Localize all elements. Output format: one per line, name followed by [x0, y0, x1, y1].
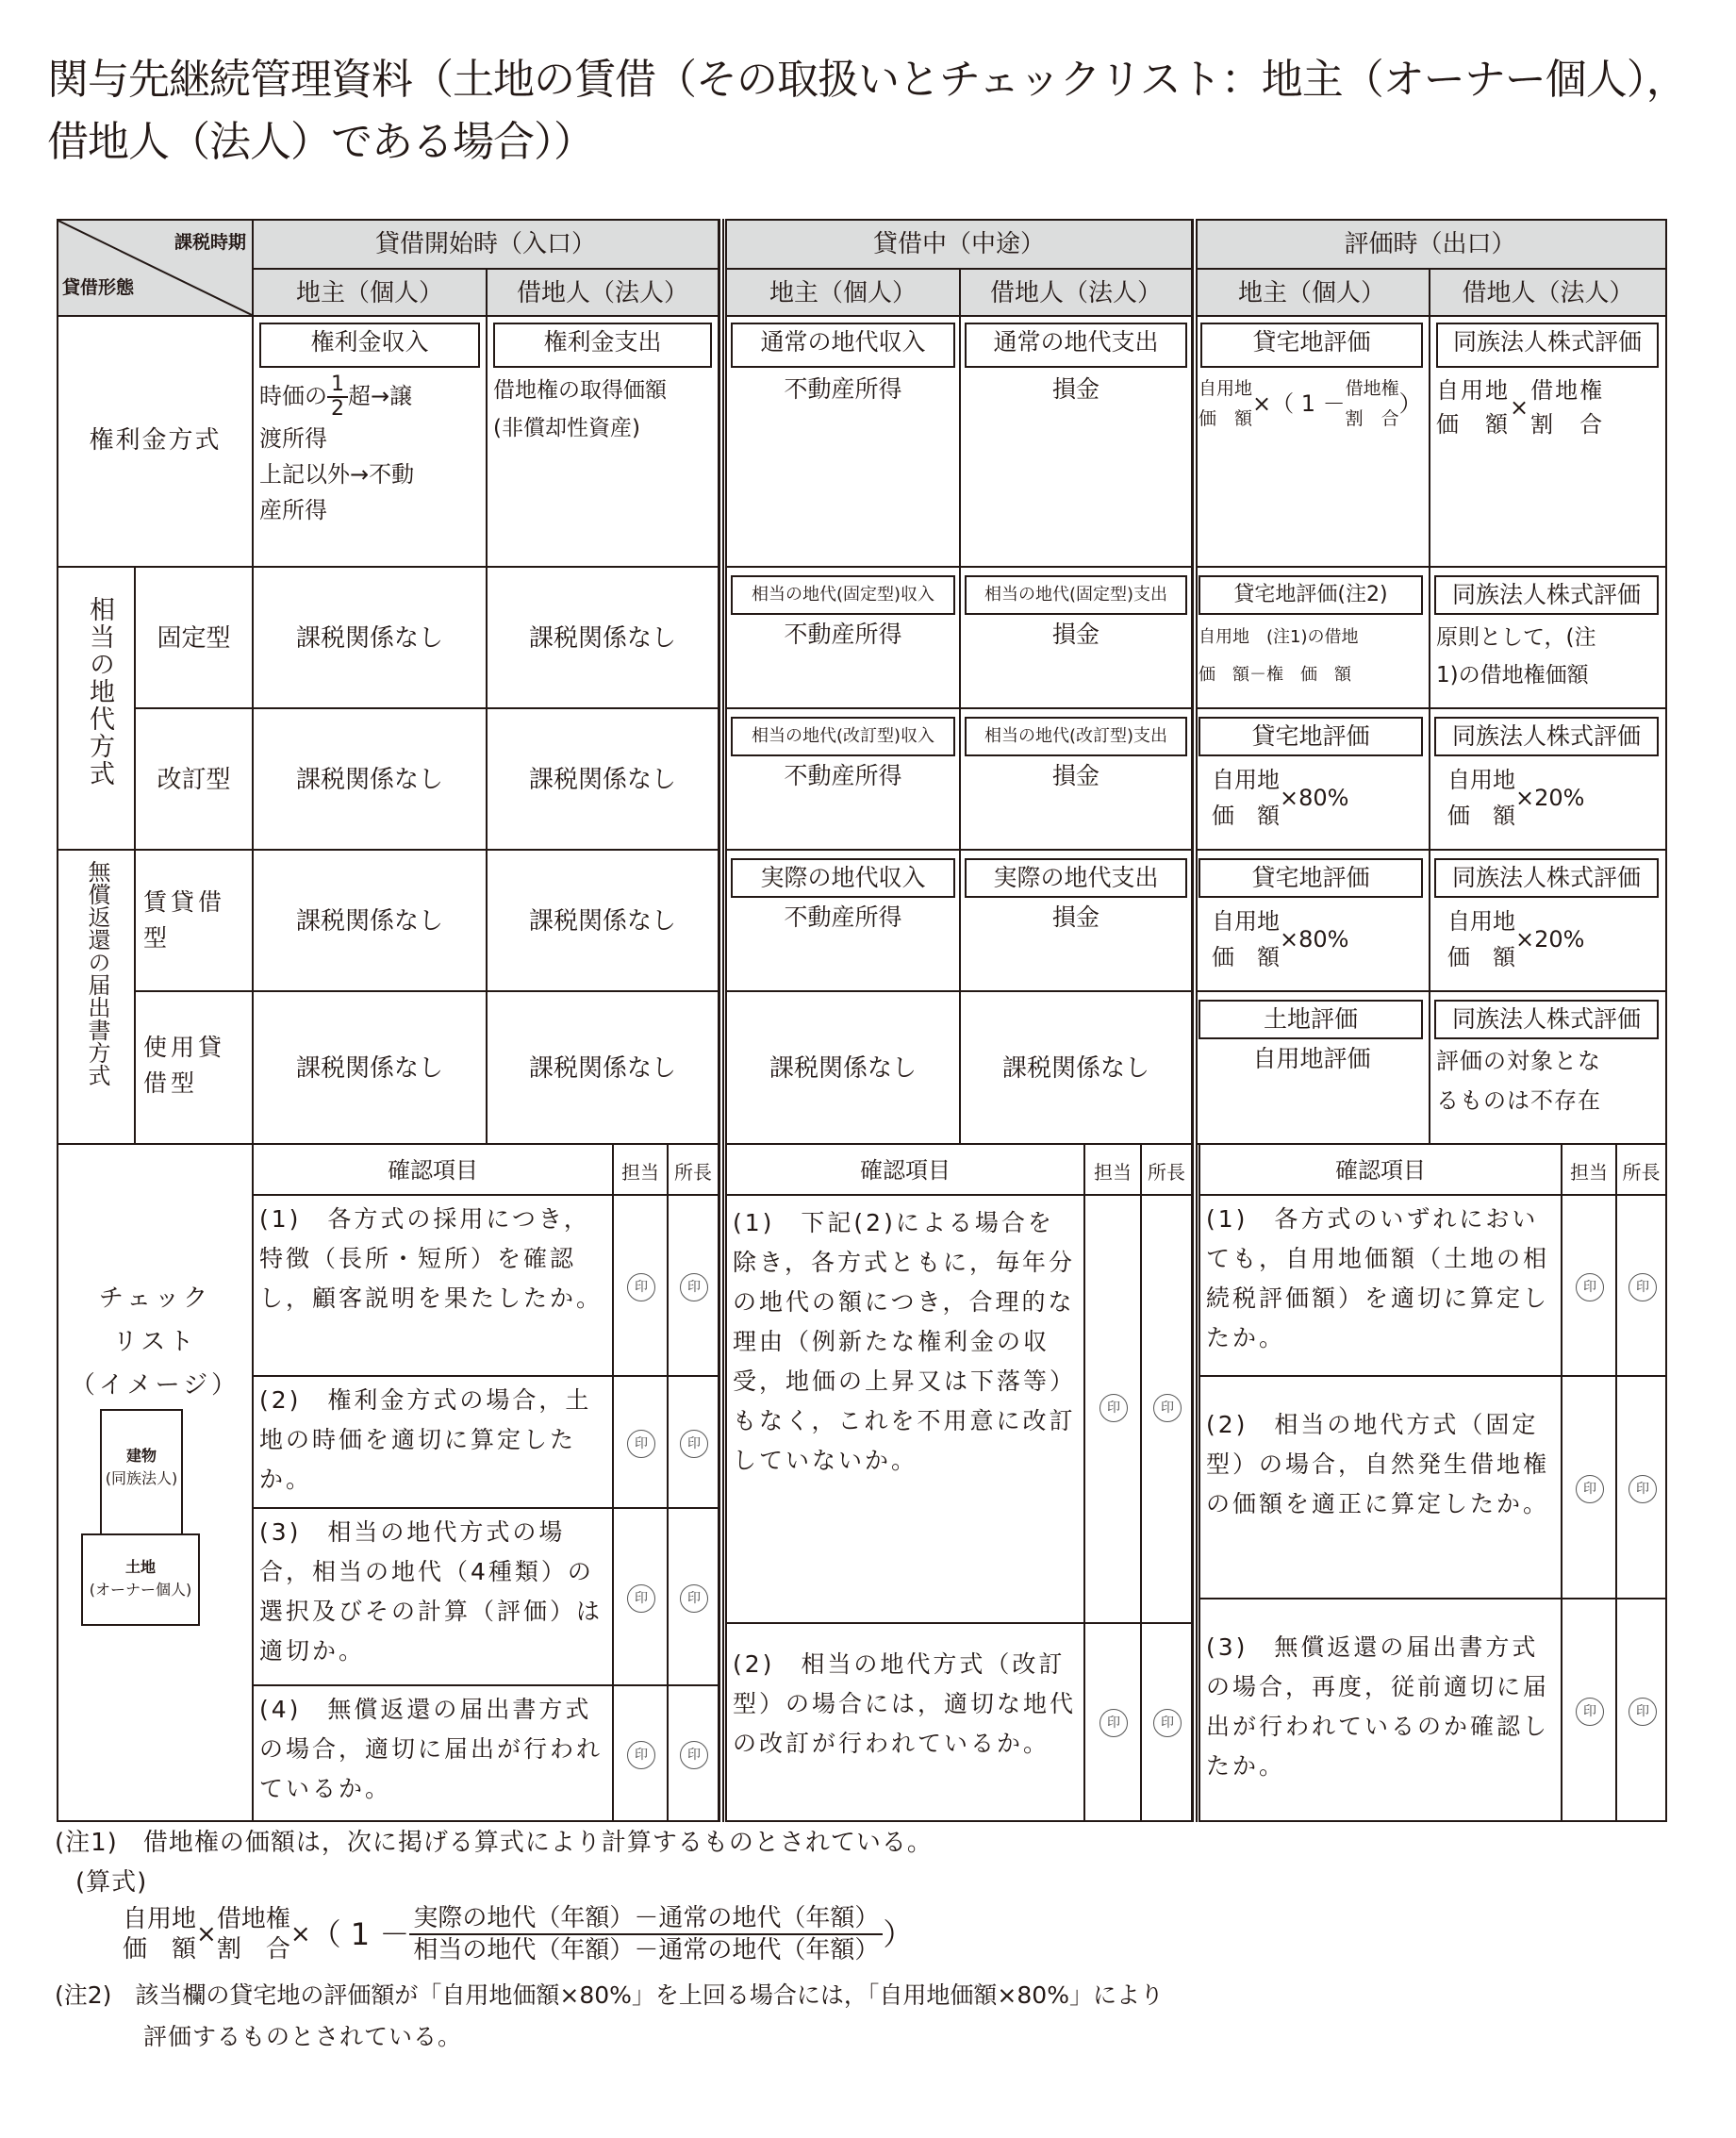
chk-start-chief-header: 所長	[667, 1143, 719, 1196]
chk-mid-item-1: (1) 下記(2)による場合を除き，各方式ともに，毎年分の地代の額につき，合理的な理由（例新たな権利金の収受，地価の上昇又は下落等）もなく，これを不用意に改訂していないか。	[725, 1194, 1085, 1624]
chk-start-staff-4[interactable]	[612, 1684, 669, 1822]
kaitei-end-owner: 貸宅地評価 自用地 価 額 ×80%	[1193, 707, 1430, 851]
party-header-end-owner: 地主（個人）	[1193, 268, 1430, 317]
seal-icon: 印	[680, 1273, 708, 1301]
period-divider	[719, 219, 724, 1822]
chk-start-staff-2[interactable]	[612, 1375, 669, 1509]
chk-end-staff-1[interactable]	[1561, 1194, 1617, 1377]
chintai-start-owner: 課税関係なし	[252, 849, 488, 992]
period-header-start: 貸借開始時（入口）	[252, 219, 719, 270]
row-label-chintai: 賃貸借型	[134, 849, 254, 992]
party-header-start-owner: 地主（個人）	[252, 268, 488, 317]
kenrikin-start-lessee: 権利金支出 借地権の取得価額 (非償却性資産)	[486, 315, 719, 568]
chintai-end-owner: 貸宅地評価 自用地 価 額 ×80%	[1193, 849, 1430, 992]
chk-start-item-2: (2) 権利金方式の場合，土地の時価を適切に算定したか。	[252, 1375, 614, 1509]
kenrikin-mid-lessee: 通常の地代支出 損金	[959, 315, 1193, 568]
chk-end-staff-3[interactable]	[1561, 1598, 1617, 1822]
checklist-label-cell: チェック リスト （イメージ） 建物 (同族法人) 土地 (オーナー個人)	[57, 1143, 254, 1822]
page-title: 関与先継続管理資料（土地の賃借（その取扱いとチェックリスト：地主（オーナー個人），借地人（法人）である場合））	[47, 56, 1687, 166]
seal-icon: 印	[627, 1584, 655, 1613]
row-label-kotei: 固定型	[134, 566, 254, 709]
kenrikin-end-lessee: 同族法人株式評価 自用地 価 額 × 借地権 割 合	[1429, 315, 1667, 568]
chk-end-item-2: (2) 相当の地代方式（固定型）の場合，自然発生借地権の価額を適正に算定したか。	[1199, 1375, 1562, 1599]
chk-start-staff-3[interactable]	[612, 1507, 669, 1686]
kenrikin-end-owner: 貸宅地評価 自用地 価 額 ×（ 1 － 借地権 割 合 ）	[1193, 315, 1430, 568]
chintai-end-lessee: 同族法人株式評価 自用地 価 額 ×20%	[1429, 849, 1667, 992]
chintai-start-lessee: 課税関係なし	[486, 849, 719, 992]
chk-start-chief-4[interactable]	[667, 1684, 719, 1822]
seal-icon: 印	[627, 1430, 655, 1458]
kaitei-mid-owner: 相当の地代(改訂型)収入 不動産所得	[725, 707, 961, 851]
seal-icon: 印	[627, 1741, 655, 1769]
seal-icon: 印	[1629, 1698, 1657, 1726]
chk-mid-chief-2[interactable]	[1140, 1622, 1193, 1822]
row-label-shiyou: 使用貸借型	[134, 990, 254, 1145]
seal-icon: 印	[1099, 1709, 1128, 1737]
note-2: (注2) 該当欄の貸宅地の評価額が「自用地価額×80%」を上回る場合には，「自用地価額×80%」により	[55, 1981, 1164, 2009]
land-diagram-box: 土地 (オーナー個人)	[81, 1533, 200, 1626]
chk-start-chief-2[interactable]	[667, 1375, 719, 1509]
seal-icon: 印	[627, 1273, 655, 1301]
kenrikin-expense-box: 権利金支出	[493, 323, 712, 368]
chk-mid-staff-2[interactable]	[1083, 1622, 1142, 1822]
chk-start-item-4: (4) 無償返還の届出書方式の場合，適切に届出が行われているか。	[252, 1684, 614, 1822]
shiyou-mid-owner: 課税関係なし	[725, 990, 961, 1145]
shiyou-start-owner: 課税関係なし	[252, 990, 488, 1145]
chk-start-chief-3[interactable]	[667, 1507, 719, 1686]
shiyou-start-lessee: 課税関係なし	[486, 990, 719, 1145]
chk-end-chief-2[interactable]	[1615, 1375, 1667, 1599]
chk-end-staff-header: 担当	[1561, 1143, 1617, 1196]
seal-icon: 印	[1153, 1394, 1182, 1422]
chk-start-item-1: (1) 各方式の採用につき，特徴（長所・短所）を確認し，顧客説明を果たしたか。	[252, 1194, 614, 1377]
seal-icon: 印	[1576, 1475, 1604, 1503]
chintai-mid-owner: 実際の地代収入 不動産所得	[725, 849, 961, 992]
chk-end-item-3: (3) 無償返還の届出書方式の場合，再度，従前適切に届出が行われているのか確認したか。	[1199, 1598, 1562, 1822]
note-1: (注1) 借地権の価額は，次に掲げる算式により計算するものとされている。	[55, 1829, 933, 1857]
chk-end-chief-header: 所長	[1615, 1143, 1667, 1196]
group-label-mushou: 無償返還の届出書方式	[57, 849, 136, 1145]
seal-icon: 印	[1153, 1709, 1182, 1737]
shiyou-mid-lessee: 課税関係なし	[959, 990, 1193, 1145]
shiyou-end-owner: 土地評価 自用地評価	[1193, 990, 1430, 1145]
chk-mid-item-2: (2) 相当の地代方式（改訂型）の場合には，適切な地代の改訂が行われているか。	[725, 1622, 1085, 1822]
chk-end-item-1: (1) 各方式のいずれにおいても，自用地価額（土地の相続税評価額）を適切に算定したか。	[1199, 1194, 1562, 1377]
seal-icon: 印	[1629, 1475, 1657, 1503]
row-label-kaitei: 改訂型	[134, 707, 254, 851]
party-header-start-lessee: 借地人（法人）	[486, 268, 719, 317]
kenrikin-start-owner: 権利金収入 時価の $\frac{1}{2}$ 超→譲 渡所得 上記以外→不動 産所得	[252, 315, 488, 568]
row-label-kenrikin: 権利金方式	[57, 315, 254, 568]
seal-icon: 印	[680, 1430, 708, 1458]
corner-bottom-label: 貸借形態	[62, 277, 135, 298]
formula-label: (算式)	[75, 1868, 148, 1897]
chintai-mid-lessee: 実際の地代支出 損金	[959, 849, 1193, 992]
kotei-mid-lessee: 相当の地代(固定型)支出 損金	[959, 566, 1193, 709]
group-label-souto: 相当の地代方式	[57, 566, 136, 851]
kotei-start-lessee: 課税関係なし	[486, 566, 719, 709]
period-header-mid: 貸借中（中途）	[725, 219, 1193, 270]
chk-end-chief-3[interactable]	[1615, 1598, 1667, 1822]
period-divider	[1192, 219, 1198, 1822]
chk-mid-item-header: 確認項目	[725, 1143, 1085, 1196]
kotei-end-owner: 貸宅地評価(注2) 自用地 (注1)の借地 価 額－権 価 額	[1193, 566, 1430, 709]
building-diagram-box: 建物 (同族法人)	[100, 1409, 183, 1535]
note-2-cont: 評価するものとされている。	[143, 2023, 463, 2050]
seal-icon: 印	[1099, 1394, 1128, 1422]
kotei-end-lessee: 同族法人株式評価 原則として，(注 1)の借地権価額	[1429, 566, 1667, 709]
seal-icon: 印	[1576, 1273, 1604, 1301]
chk-start-staff-header: 担当	[612, 1143, 669, 1196]
chk-end-item-header: 確認項目	[1199, 1143, 1562, 1196]
chk-start-chief-1[interactable]	[667, 1194, 719, 1377]
seal-icon: 印	[1629, 1273, 1657, 1301]
kaitei-mid-lessee: 相当の地代(改訂型)支出 損金	[959, 707, 1193, 851]
chk-start-staff-1[interactable]	[612, 1194, 669, 1377]
party-header-mid-owner: 地主（個人）	[725, 268, 961, 317]
party-header-mid-lessee: 借地人（法人）	[959, 268, 1193, 317]
kaitei-start-owner: 課税関係なし	[252, 707, 488, 851]
chk-end-staff-2[interactable]	[1561, 1375, 1617, 1599]
kaitei-start-lessee: 課税関係なし	[486, 707, 719, 851]
corner-top-label: 課税時期	[174, 232, 246, 253]
chk-mid-staff-header: 担当	[1083, 1143, 1142, 1196]
kotei-start-owner: 課税関係なし	[252, 566, 488, 709]
kaitei-end-lessee: 同族法人株式評価 自用地 価 額 ×20%	[1429, 707, 1667, 851]
seal-icon: 印	[680, 1584, 708, 1613]
formula: 自用地 価 額 × 借地権 割 合 ×（ 1 － $\frac{\text{実際の地代（年額）－通常の地代（年額）}}{\text{相当の地代（年額）－通常の地代（年額）}}$ ）	[123, 1904, 914, 1964]
kenrikin-income-box: 権利金収入	[259, 323, 480, 368]
kenrikin-mid-owner: 通常の地代収入 不動産所得	[725, 315, 961, 568]
chk-mid-chief-header: 所長	[1140, 1143, 1193, 1196]
kotei-mid-owner: 相当の地代(固定型)収入 不動産所得	[725, 566, 961, 709]
seal-icon: 印	[680, 1741, 708, 1769]
lease-table	[57, 219, 1667, 1822]
shiyou-end-lessee: 同族法人株式評価 評価の対象とな るものは不存在	[1429, 990, 1667, 1145]
chk-start-item-3: (3) 相当の地代方式の場合，相当の地代（4種類）の選択及びその計算（評価）は適切か。	[252, 1507, 614, 1686]
party-header-end-lessee: 借地人（法人）	[1429, 268, 1667, 317]
chk-start-item-header: 確認項目	[252, 1143, 614, 1196]
chk-mid-chief-1[interactable]	[1140, 1194, 1193, 1624]
corner-cell	[57, 219, 254, 317]
chk-end-chief-1[interactable]	[1615, 1194, 1667, 1377]
chk-mid-staff-1[interactable]	[1083, 1194, 1142, 1624]
seal-icon: 印	[1576, 1698, 1604, 1726]
period-header-end: 評価時（出口）	[1193, 219, 1667, 270]
